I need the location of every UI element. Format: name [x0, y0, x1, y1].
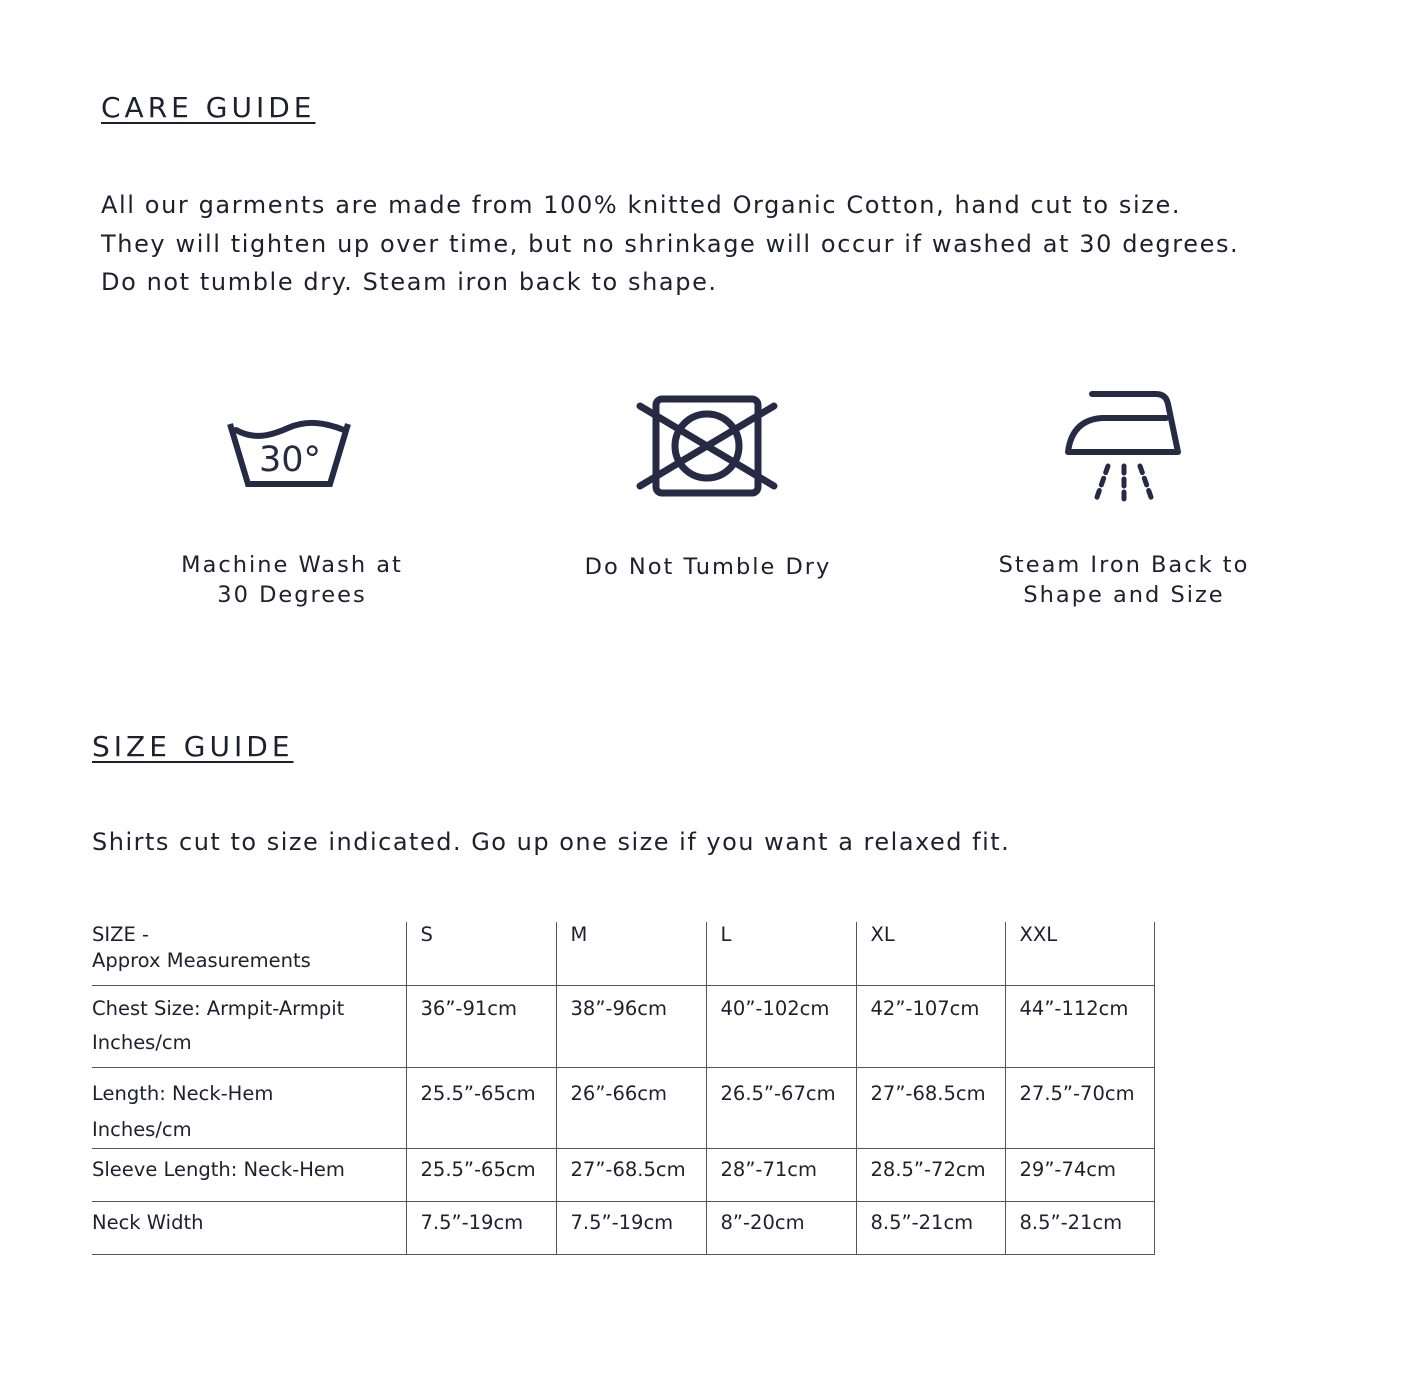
- table-cell: [1005, 1149, 1154, 1202]
- row-label-cell: [92, 1068, 406, 1149]
- steam-iron-icon: [944, 386, 1304, 510]
- care-intro-line: All our garments are made from 100% knitted Organic Cotton, hand cut to size.: [101, 191, 1182, 219]
- row-label-line: Chest Size: Armpit-Armpit: [92, 997, 345, 1020]
- row-label-cell: [92, 1202, 406, 1255]
- care-intro-line: They will tighten up over time, but no shrinkage will occur if washed at 30 degrees.: [101, 229, 1240, 258]
- steam-iron-icon-svg: [1062, 386, 1186, 510]
- caption-line: 30 Degrees: [217, 582, 367, 608]
- table-cell: [406, 1068, 556, 1149]
- cell-value: 29”-74cm: [1019, 1158, 1116, 1181]
- cell-value: 25.5”-65cm: [420, 1082, 536, 1105]
- cell-value: 7.5”-19cm: [570, 1211, 674, 1234]
- cell-value: 8”-20cm: [720, 1211, 805, 1234]
- cell-value: 8.5”-21cm: [870, 1211, 974, 1234]
- cell-value: 27”-68.5cm: [570, 1158, 686, 1181]
- row-label-line: Inches/cm: [92, 1118, 192, 1141]
- cell-value: 28.5”-72cm: [870, 1158, 986, 1181]
- table-cell: [856, 1202, 1005, 1255]
- table-cell: [1005, 1068, 1154, 1149]
- size-header-cell: [706, 922, 856, 986]
- cell-value: 27”-68.5cm: [870, 1082, 986, 1105]
- table-cell: [706, 1202, 856, 1255]
- table-cell: [856, 1068, 1005, 1149]
- care-caption-wash: [112, 550, 472, 610]
- do-not-tumble-dry-icon: [528, 394, 888, 498]
- cell-value: 40”-102cm: [720, 997, 830, 1020]
- wash-temperature-label: 30°: [258, 440, 322, 480]
- size-header-cell: [1005, 922, 1154, 986]
- table-row: [92, 1202, 1154, 1255]
- row-label-cell: [92, 1149, 406, 1202]
- size-table: [92, 922, 1155, 1255]
- table-cell: [706, 986, 856, 1068]
- cell-value: 28”-71cm: [720, 1158, 817, 1181]
- cell-value: 36”-91cm: [420, 997, 517, 1020]
- cell-value: 26”-66cm: [570, 1082, 667, 1105]
- cell-value: 8.5”-21cm: [1019, 1211, 1123, 1234]
- size-guide-note: Shirts cut to size indicated. Go up one size if you want a relaxed fit.: [92, 828, 1011, 856]
- table-row: [92, 986, 1154, 1068]
- table-cell: [556, 986, 706, 1068]
- table-cell: [1005, 986, 1154, 1068]
- row-label-line: Inches/cm: [92, 1031, 192, 1054]
- care-caption-iron: [944, 550, 1304, 610]
- size-header-text: XL: [870, 923, 895, 946]
- care-intro-text: [101, 186, 1239, 302]
- care-caption-tumble-dry: [528, 552, 888, 582]
- size-header-text: L: [720, 923, 732, 946]
- size-header-cell: [406, 922, 556, 986]
- row-label-line: Sleeve Length: Neck-Hem: [92, 1158, 345, 1181]
- table-cell: [406, 1149, 556, 1202]
- table-cell: [706, 1068, 856, 1149]
- table-header-row: [92, 922, 1154, 986]
- table-cell: [856, 1149, 1005, 1202]
- size-header-text: M: [570, 923, 588, 946]
- cell-value: 38”-96cm: [570, 997, 667, 1020]
- wash-tub-30-icon: [112, 416, 472, 492]
- table-cell: [856, 986, 1005, 1068]
- table-cell: [556, 1149, 706, 1202]
- size-header-text: XXL: [1019, 923, 1058, 946]
- size-header-cell: [856, 922, 1005, 986]
- table-row: [92, 1149, 1154, 1202]
- cell-value: 42”-107cm: [870, 997, 980, 1020]
- caption-line: Machine Wash at: [181, 552, 403, 578]
- row-label-cell: [92, 986, 406, 1068]
- do-not-tumble-dry-icon-svg: [636, 394, 780, 498]
- row-label-line: Neck Width: [92, 1211, 204, 1234]
- table-row: [92, 1068, 1154, 1149]
- table-cell: [406, 1202, 556, 1255]
- row-label-line: Length: Neck-Hem: [92, 1082, 274, 1105]
- care-guide-heading: CARE GUIDE: [101, 91, 316, 124]
- size-guide-heading: SIZE GUIDE: [92, 730, 294, 763]
- cell-value: 7.5”-19cm: [420, 1211, 524, 1234]
- cell-value: 25.5”-65cm: [420, 1158, 536, 1181]
- table-cell: [556, 1202, 706, 1255]
- header-label-line: Approx Measurements: [92, 949, 311, 972]
- care-intro-line: Do not tumble dry. Steam iron back to shape.: [101, 268, 718, 296]
- table-cell: [556, 1068, 706, 1149]
- header-label-line: SIZE -: [92, 923, 150, 946]
- cell-value: 27.5”-70cm: [1019, 1082, 1135, 1105]
- table-cell: [706, 1149, 856, 1202]
- size-header-text: S: [420, 923, 433, 946]
- caption-line: Steam Iron Back to: [998, 552, 1250, 578]
- cell-value: 44”-112cm: [1019, 997, 1129, 1020]
- table-cell: [1005, 1202, 1154, 1255]
- wash-tub-30-icon-svg: [226, 416, 358, 492]
- size-header-cell: [556, 922, 706, 986]
- caption-line: Shape and Size: [1023, 582, 1225, 608]
- cell-value: 26.5”-67cm: [720, 1082, 836, 1105]
- caption-line: Do Not Tumble Dry: [584, 554, 832, 580]
- table-header-label: [92, 922, 406, 986]
- table-cell: [406, 986, 556, 1068]
